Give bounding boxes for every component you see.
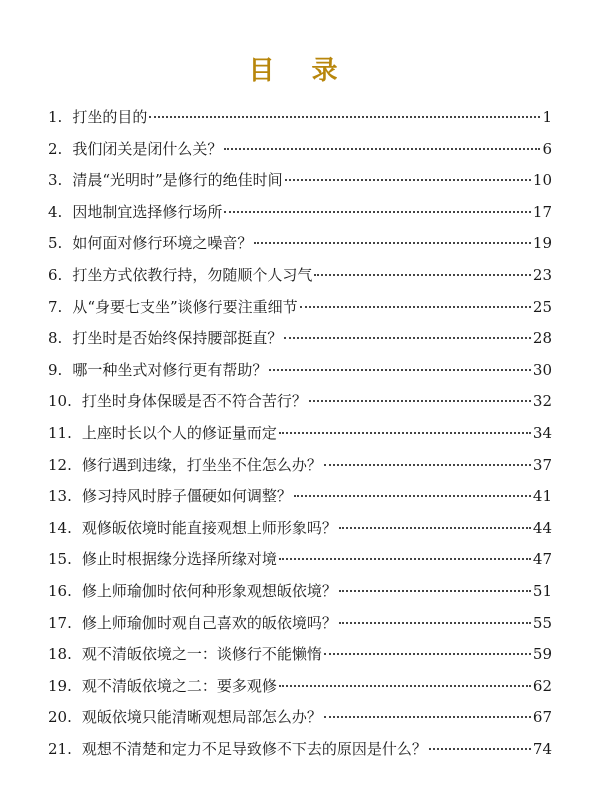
entry-page-number: 59 <box>532 645 552 664</box>
toc-entry <box>48 644 552 676</box>
entry-number: 17. <box>48 613 72 632</box>
dot-leader <box>279 432 531 434</box>
dot-leader <box>314 274 531 276</box>
dot-leader <box>339 527 531 529</box>
toc-entry <box>48 613 552 645</box>
entry-title: 修上师瑜伽时依何种形象观想皈依境？ <box>81 581 337 600</box>
entry-number: 18. <box>48 645 72 664</box>
entry-page-number: 32 <box>532 392 552 411</box>
entry-title: 打坐时是否始终保持腰部挺直？ <box>72 329 283 348</box>
entry-number: 20. <box>48 708 72 727</box>
entry-page-number: 62 <box>532 676 552 695</box>
entry-number: 21. <box>48 739 72 758</box>
entry-title: 观不清皈依境之二：要多观修 <box>81 676 277 695</box>
dot-leader <box>224 148 540 150</box>
dot-leader <box>300 306 531 308</box>
toc-entry <box>48 518 552 550</box>
entry-page-number: 17 <box>532 202 552 221</box>
dot-leader <box>429 748 531 750</box>
toc-entry <box>48 486 552 518</box>
entry-number: 9. <box>48 360 63 379</box>
entry-number: 2. <box>48 139 63 158</box>
entry-title: 如何面对修行环境之噪音？ <box>72 234 253 253</box>
dot-leader <box>269 369 531 371</box>
entry-number: 11. <box>48 423 72 442</box>
toc-entry <box>48 707 552 739</box>
entry-number: 19. <box>48 676 72 695</box>
dot-leader <box>285 179 531 181</box>
entry-title: 观皈依境只能清晰观想局部怎么办？ <box>81 708 322 727</box>
dot-leader <box>279 558 531 560</box>
entry-title: 观不清皈依境之一：谈修行不能懒惰 <box>81 645 322 664</box>
entry-number: 14. <box>48 518 72 537</box>
toc-entry <box>48 739 552 771</box>
entry-title: 打坐的目的 <box>72 108 148 126</box>
entry-title: 因地制宜选择修行场所 <box>72 202 223 221</box>
toc-entry <box>48 581 552 613</box>
entry-title: 清晨“光明时”是修行的绝佳时间 <box>72 171 283 190</box>
entry-number: 15. <box>48 550 72 569</box>
dot-leader <box>339 622 531 624</box>
entry-title: 修止时根据缘分选择所缘对境 <box>81 550 277 569</box>
toc-entry <box>48 139 552 171</box>
entry-number: 13. <box>48 487 72 506</box>
entry-page-number: 10 <box>532 171 552 190</box>
entry-page-number: 23 <box>532 265 552 284</box>
toc-entry <box>48 170 552 202</box>
entry-page-number: 74 <box>532 739 552 758</box>
entry-number: 8. <box>48 329 63 348</box>
entry-page-number: 1 <box>542 108 552 126</box>
entry-number: 16. <box>48 581 72 600</box>
entry-page-number: 25 <box>532 297 552 316</box>
entry-page-number: 6 <box>542 139 552 158</box>
entry-number: 1. <box>48 108 63 126</box>
entry-number: 6. <box>48 265 63 284</box>
dot-leader <box>284 337 531 339</box>
dot-leader <box>294 495 531 497</box>
toc-entry <box>48 265 552 297</box>
entry-title: 打坐方式依教行持，勿随顺个人习气 <box>72 265 313 284</box>
toc-entry <box>48 328 552 360</box>
dot-leader <box>324 716 531 718</box>
dot-leader <box>254 242 531 244</box>
entry-number: 12. <box>48 455 72 474</box>
entry-title: 观修皈依境时能直接观想上师形象吗？ <box>81 518 337 537</box>
entry-page-number: 28 <box>532 329 552 348</box>
dot-leader <box>309 400 531 402</box>
entry-page-number: 67 <box>532 708 552 727</box>
toc-entry <box>48 360 552 392</box>
toc-entry <box>48 455 552 487</box>
toc-entry <box>48 676 552 708</box>
entry-page-number: 51 <box>532 581 552 600</box>
entry-title: 上座时长以个人的修证量而定 <box>81 423 277 442</box>
entry-page-number: 41 <box>532 487 552 506</box>
entry-number: 10. <box>48 392 72 411</box>
entry-number: 3. <box>48 171 63 190</box>
entry-page-number: 37 <box>532 455 552 474</box>
dot-leader <box>224 211 531 213</box>
entry-number: 5. <box>48 234 63 253</box>
toc-entry <box>48 549 552 581</box>
entry-title: 我们闭关是闭什么关？ <box>72 139 223 158</box>
entry-title: 从“身要七支坐”谈修行要注重细节 <box>72 297 298 316</box>
dot-leader <box>279 685 531 687</box>
dot-leader <box>339 590 531 592</box>
entry-title: 修行遇到违缘，打坐坐不住怎么办？ <box>81 455 322 474</box>
entry-number: 4. <box>48 202 63 221</box>
entry-page-number: 34 <box>532 423 552 442</box>
page-title: 目 录 <box>248 56 352 86</box>
entry-title: 观想不清楚和定力不足导致修不下去的原因是什么？ <box>81 739 427 758</box>
entry-page-number: 19 <box>532 234 552 253</box>
toc-entry <box>48 297 552 329</box>
toc-entry <box>48 423 552 455</box>
entry-page-number: 47 <box>532 550 552 569</box>
toc-entry <box>48 107 552 139</box>
dot-leader <box>149 116 540 118</box>
entry-title: 打坐时身体保暖是否不符合苦行？ <box>81 392 307 411</box>
entry-title: 修习持风时脖子僵硬如何调整？ <box>81 487 292 506</box>
entry-page-number: 30 <box>532 360 552 379</box>
entry-title: 哪一种坐式对修行更有帮助？ <box>72 360 268 379</box>
entry-number: 7. <box>48 297 63 316</box>
dot-leader <box>324 653 531 655</box>
dot-leader <box>324 464 531 466</box>
entry-page-number: 55 <box>532 613 552 632</box>
toc-entry <box>48 233 552 265</box>
toc-entry <box>48 391 552 423</box>
entry-page-number: 44 <box>532 518 552 537</box>
toc-entry <box>48 202 552 234</box>
toc-list <box>48 107 552 770</box>
entry-title: 修上师瑜伽时观自己喜欢的皈依境吗？ <box>81 613 337 632</box>
